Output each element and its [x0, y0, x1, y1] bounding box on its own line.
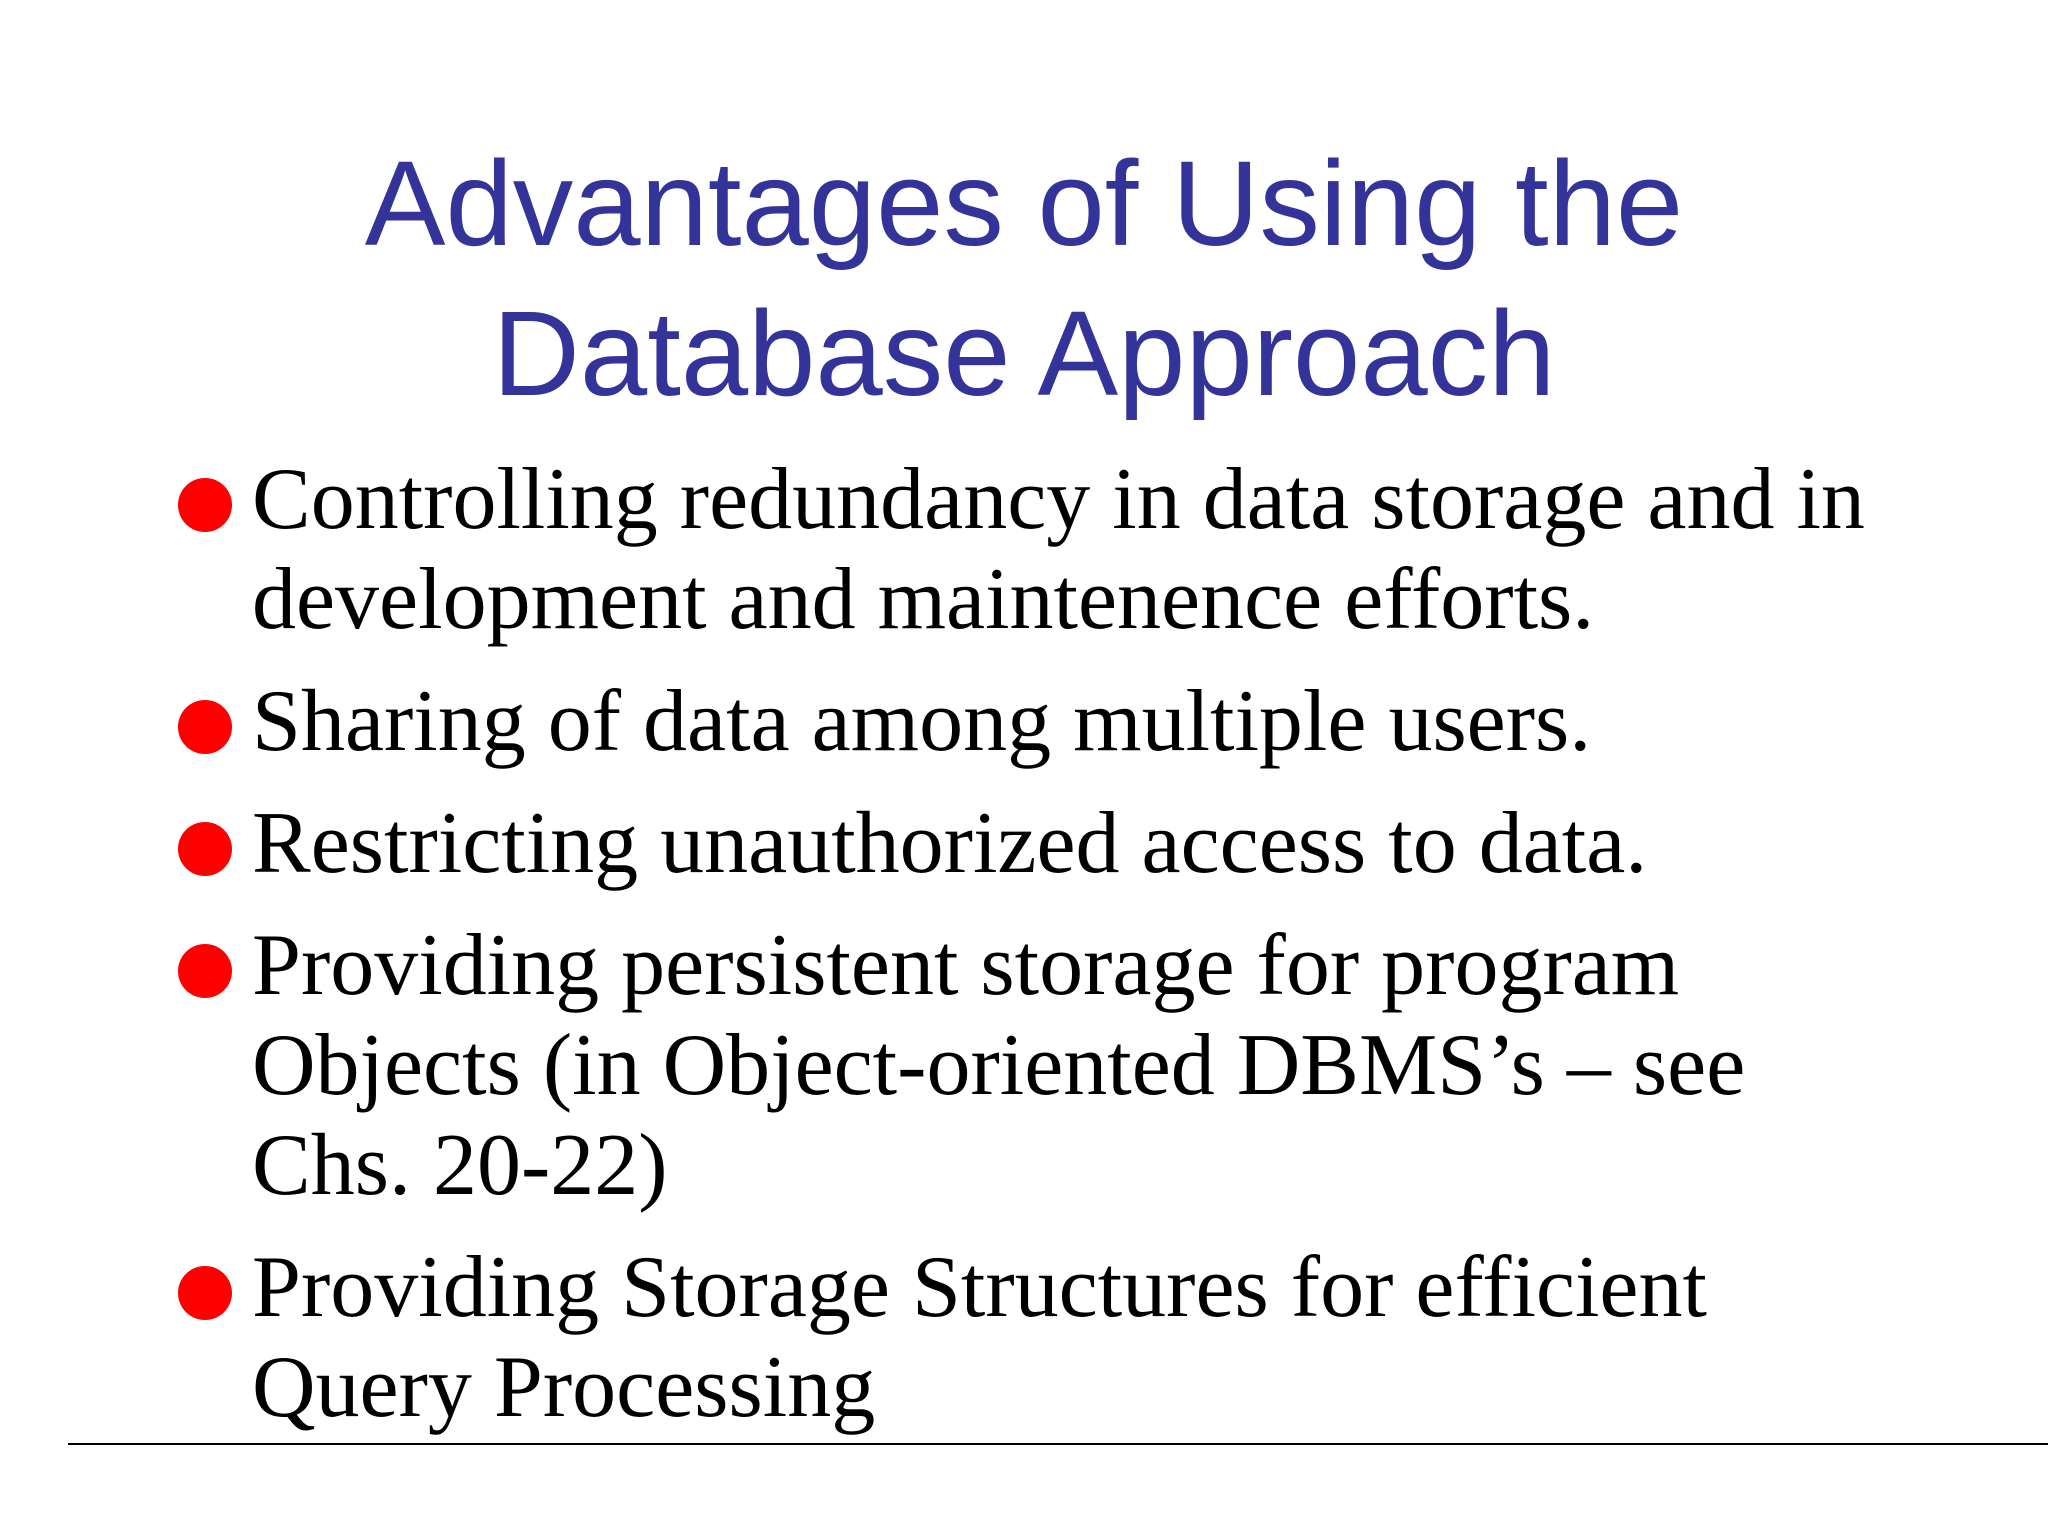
bullet-dot-icon — [178, 1266, 232, 1320]
bullet-item — [176, 794, 1896, 894]
bullet-list — [176, 450, 1896, 1460]
bullet-item — [176, 450, 1896, 650]
bullet-dot-icon — [178, 700, 232, 754]
slide-title-line-1: Advantages of Using the — [364, 135, 1684, 271]
slide-title-line-2: Database Approach — [492, 285, 1556, 421]
bullet-text: Sharing of data among multiple users. — [252, 673, 1592, 770]
bullet-text: Controlling redundancy in data storage and in development and maintenence efforts. — [252, 451, 1865, 648]
slide-title — [0, 128, 2048, 428]
bullet-text: Restricting unauthorized access to data. — [252, 795, 1648, 892]
bullet-dot-icon — [178, 478, 232, 532]
bullet-dot-icon — [178, 822, 232, 876]
bullet-text: Providing persistent storage for program Objects (in Object-oriented DBMS’s – see Chs. 20-22) — [252, 917, 1746, 1214]
bullet-text: Providing Storage Structures for efficient Query Processing — [252, 1239, 1707, 1436]
bullet-item — [176, 672, 1896, 772]
bullet-item — [176, 1238, 1896, 1438]
bullet-item — [176, 916, 1896, 1216]
footer-divider — [68, 1443, 2048, 1445]
bullet-dot-icon — [178, 944, 232, 998]
